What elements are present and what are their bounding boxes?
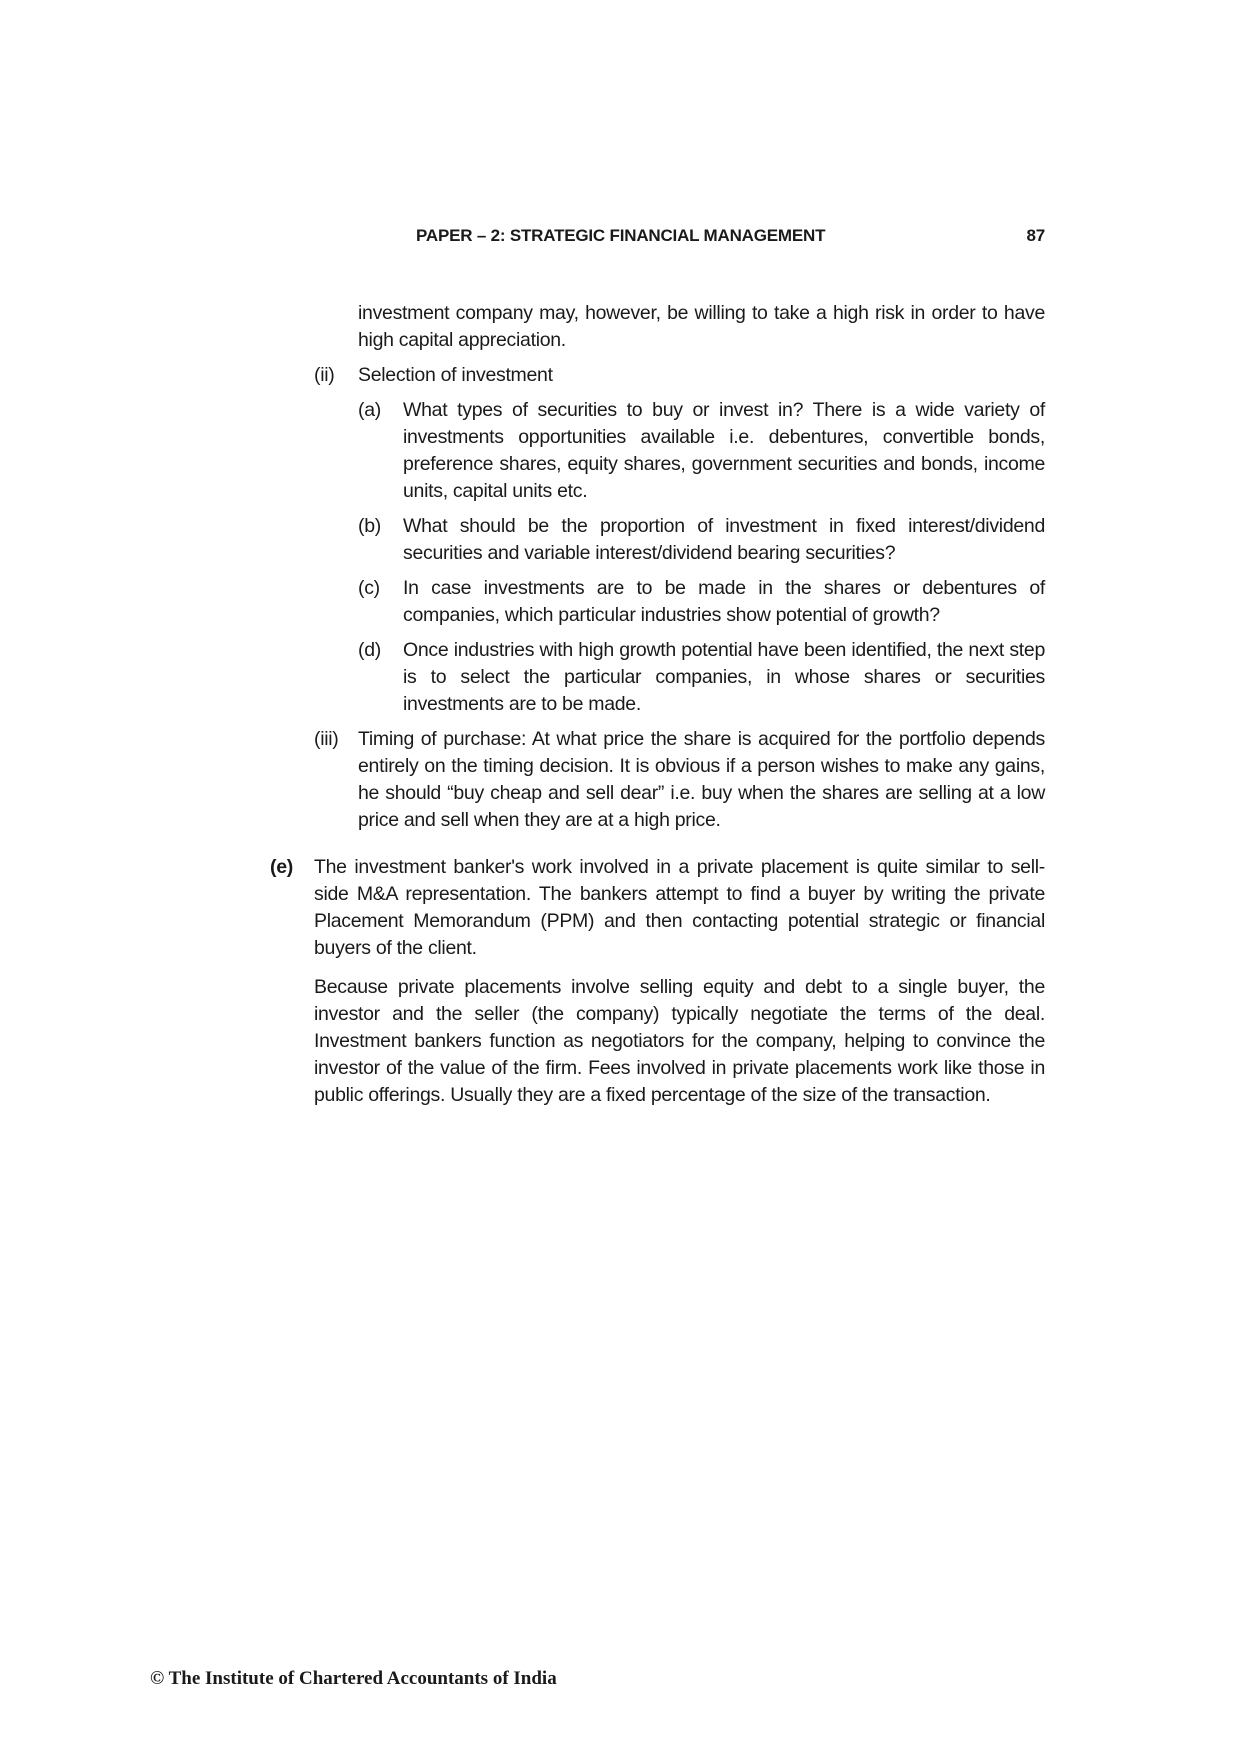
list-item-c: [358, 575, 1045, 629]
list-marker: (a): [358, 399, 381, 421]
list-item-timing: [314, 726, 1045, 834]
list-marker: (ii): [314, 364, 335, 386]
list-item-b: [358, 513, 1045, 567]
list-item-selection: [314, 362, 1045, 389]
list-item-text: Timing of purchase: At what price the share is acquired for the portfolio depends entirely on the timing decision. It is obvious if a person wishes to make any gains, he should “buy cheap and sell dear” i.e. buy when the shares are selling at a low price and sell when they are at a high price.: [358, 728, 1045, 831]
header-title: PAPER – 2: STRATEGIC FINANCIAL MANAGEMENT: [416, 226, 826, 245]
list-item-text: Once industries with high growth potential have been identified, the next step is to select the particular companies, in whose shares or securities investments are to be made.: [403, 639, 1045, 715]
list-item-d: [358, 637, 1045, 718]
page-footer: © The Institute of Chartered Accountants of India: [150, 1668, 557, 1689]
list-item-title: Selection of investment: [358, 364, 553, 386]
intro-paragraph: investment company may, however, be willing to take a high risk in order to have high capital appreciation.: [358, 302, 1045, 351]
list-item-text: In case investments are to be made in the shares or debentures of companies, which particular industries show potential of growth?: [403, 577, 1045, 626]
list-item-text: What types of securities to buy or invest in? There is a wide variety of investments opportunities available i.e. debentures, convertible bonds, preference shares, equity shares, government securities and bonds, income units, capital units etc.: [403, 399, 1045, 502]
list-marker: (c): [358, 577, 380, 599]
section-paragraph: The investment banker's work involved in a private placement is quite similar to sell-side M&A representation. The bankers attempt to find a buyer by writing the private Placement Memorandum (PPM) and then contacting potential strategic or financial buyers of the client.: [314, 856, 1045, 959]
list-marker: (iii): [314, 728, 339, 750]
section-paragraph: Because private placements involve selling equity and debt to a single buyer, the investor and the seller (the company) typically negotiate the terms of the deal. Investment bankers function as negotiators for the company, helping to convince the investor of the value of the firm. Fees involved in private placements work like those in public offerings. Usually they are a fixed percentage of the size of the transaction.: [314, 976, 1045, 1106]
section-e: [270, 854, 1045, 962]
list-marker: (b): [358, 515, 381, 537]
list-marker: (d): [358, 639, 381, 661]
page-number: 87: [1026, 226, 1045, 245]
page-header: [416, 226, 1045, 246]
section-marker: (e): [270, 856, 293, 878]
list-item-a: [358, 397, 1045, 505]
page-content: [270, 300, 1045, 1109]
list-item-text: What should be the proportion of investment in fixed interest/dividend securities and variable interest/dividend bearing securities?: [403, 515, 1045, 564]
